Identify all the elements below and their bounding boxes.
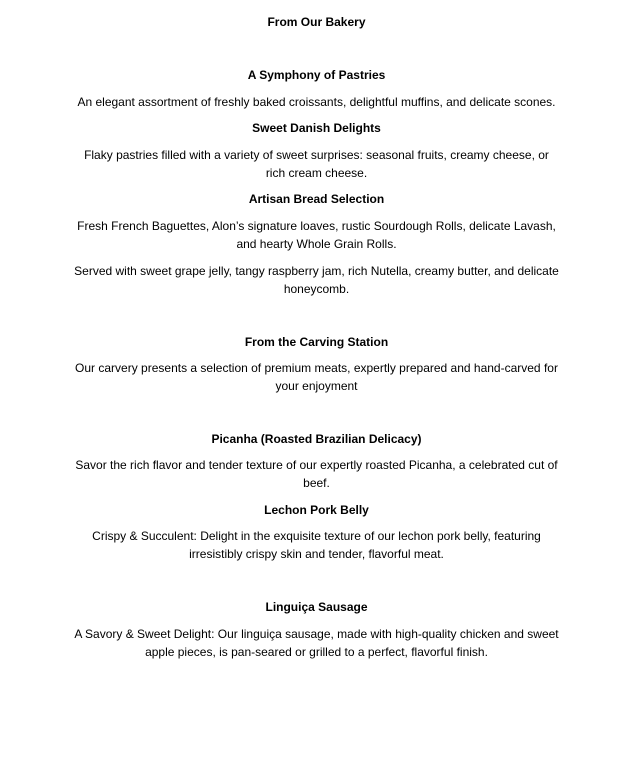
text-served-line2: honeycomb. xyxy=(283,282,350,296)
text-served-line1: Served with sweet grape jelly, tangy raspberry jam, rich Nutella, creamy butter, and delicate xyxy=(74,264,559,278)
text-linguica-line2: apple pieces, is pan-seared or grilled to a perfect, flavorful finish. xyxy=(145,645,488,659)
text-carving-intro-line1: Our carvery presents a selection of premium meats, expertly prepared and hand-carved for xyxy=(75,361,558,375)
text-bread-line2: and hearty Whole Grain Rolls. xyxy=(236,237,397,251)
text-lechon-line1: Crispy & Succulent: Delight in the exquisite texture of our lechon pork belly, featuring xyxy=(92,529,541,543)
text-linguica-line1: A Savory & Sweet Delight: Our linguiça sausage, made with high-quality chicken and sweet xyxy=(74,627,559,641)
heading-bread: Artisan Bread Selection xyxy=(248,192,385,206)
heading-picanha: Picanha (Roasted Brazilian Delicacy) xyxy=(211,432,422,446)
section-title-carving: From the Carving Station xyxy=(244,335,389,349)
text-picanha-line1: Savor the rich flavor and tender texture of our expertly roasted Picanha, a celebrated cut of xyxy=(75,458,558,472)
heading-pastries: A Symphony of Pastries xyxy=(247,68,386,82)
text-picanha-line2: beef. xyxy=(303,476,330,490)
text-danish-line1: Flaky pastries filled with a variety of sweet surprises: seasonal fruits, creamy cheese, or xyxy=(84,148,549,162)
heading-danish: Sweet Danish Delights xyxy=(252,121,381,135)
section-title-bakery: From Our Bakery xyxy=(267,15,366,29)
text-carving-intro-line2: your enjoyment xyxy=(275,379,358,393)
heading-linguica: Linguiça Sausage xyxy=(265,600,368,614)
text-pastries: An elegant assortment of freshly baked croissants, delightful muffins, and delicate scones. xyxy=(77,95,556,109)
text-bread-line1: Fresh French Baguettes, Alon’s signature loaves, rustic Sourdough Rolls, delicate Lavash, xyxy=(77,219,556,233)
text-danish-line2: rich cream cheese. xyxy=(265,166,368,180)
text-lechon-line2: irresistibly crispy skin and tender, flavorful meat. xyxy=(189,547,444,561)
heading-lechon: Lechon Pork Belly xyxy=(264,503,369,517)
